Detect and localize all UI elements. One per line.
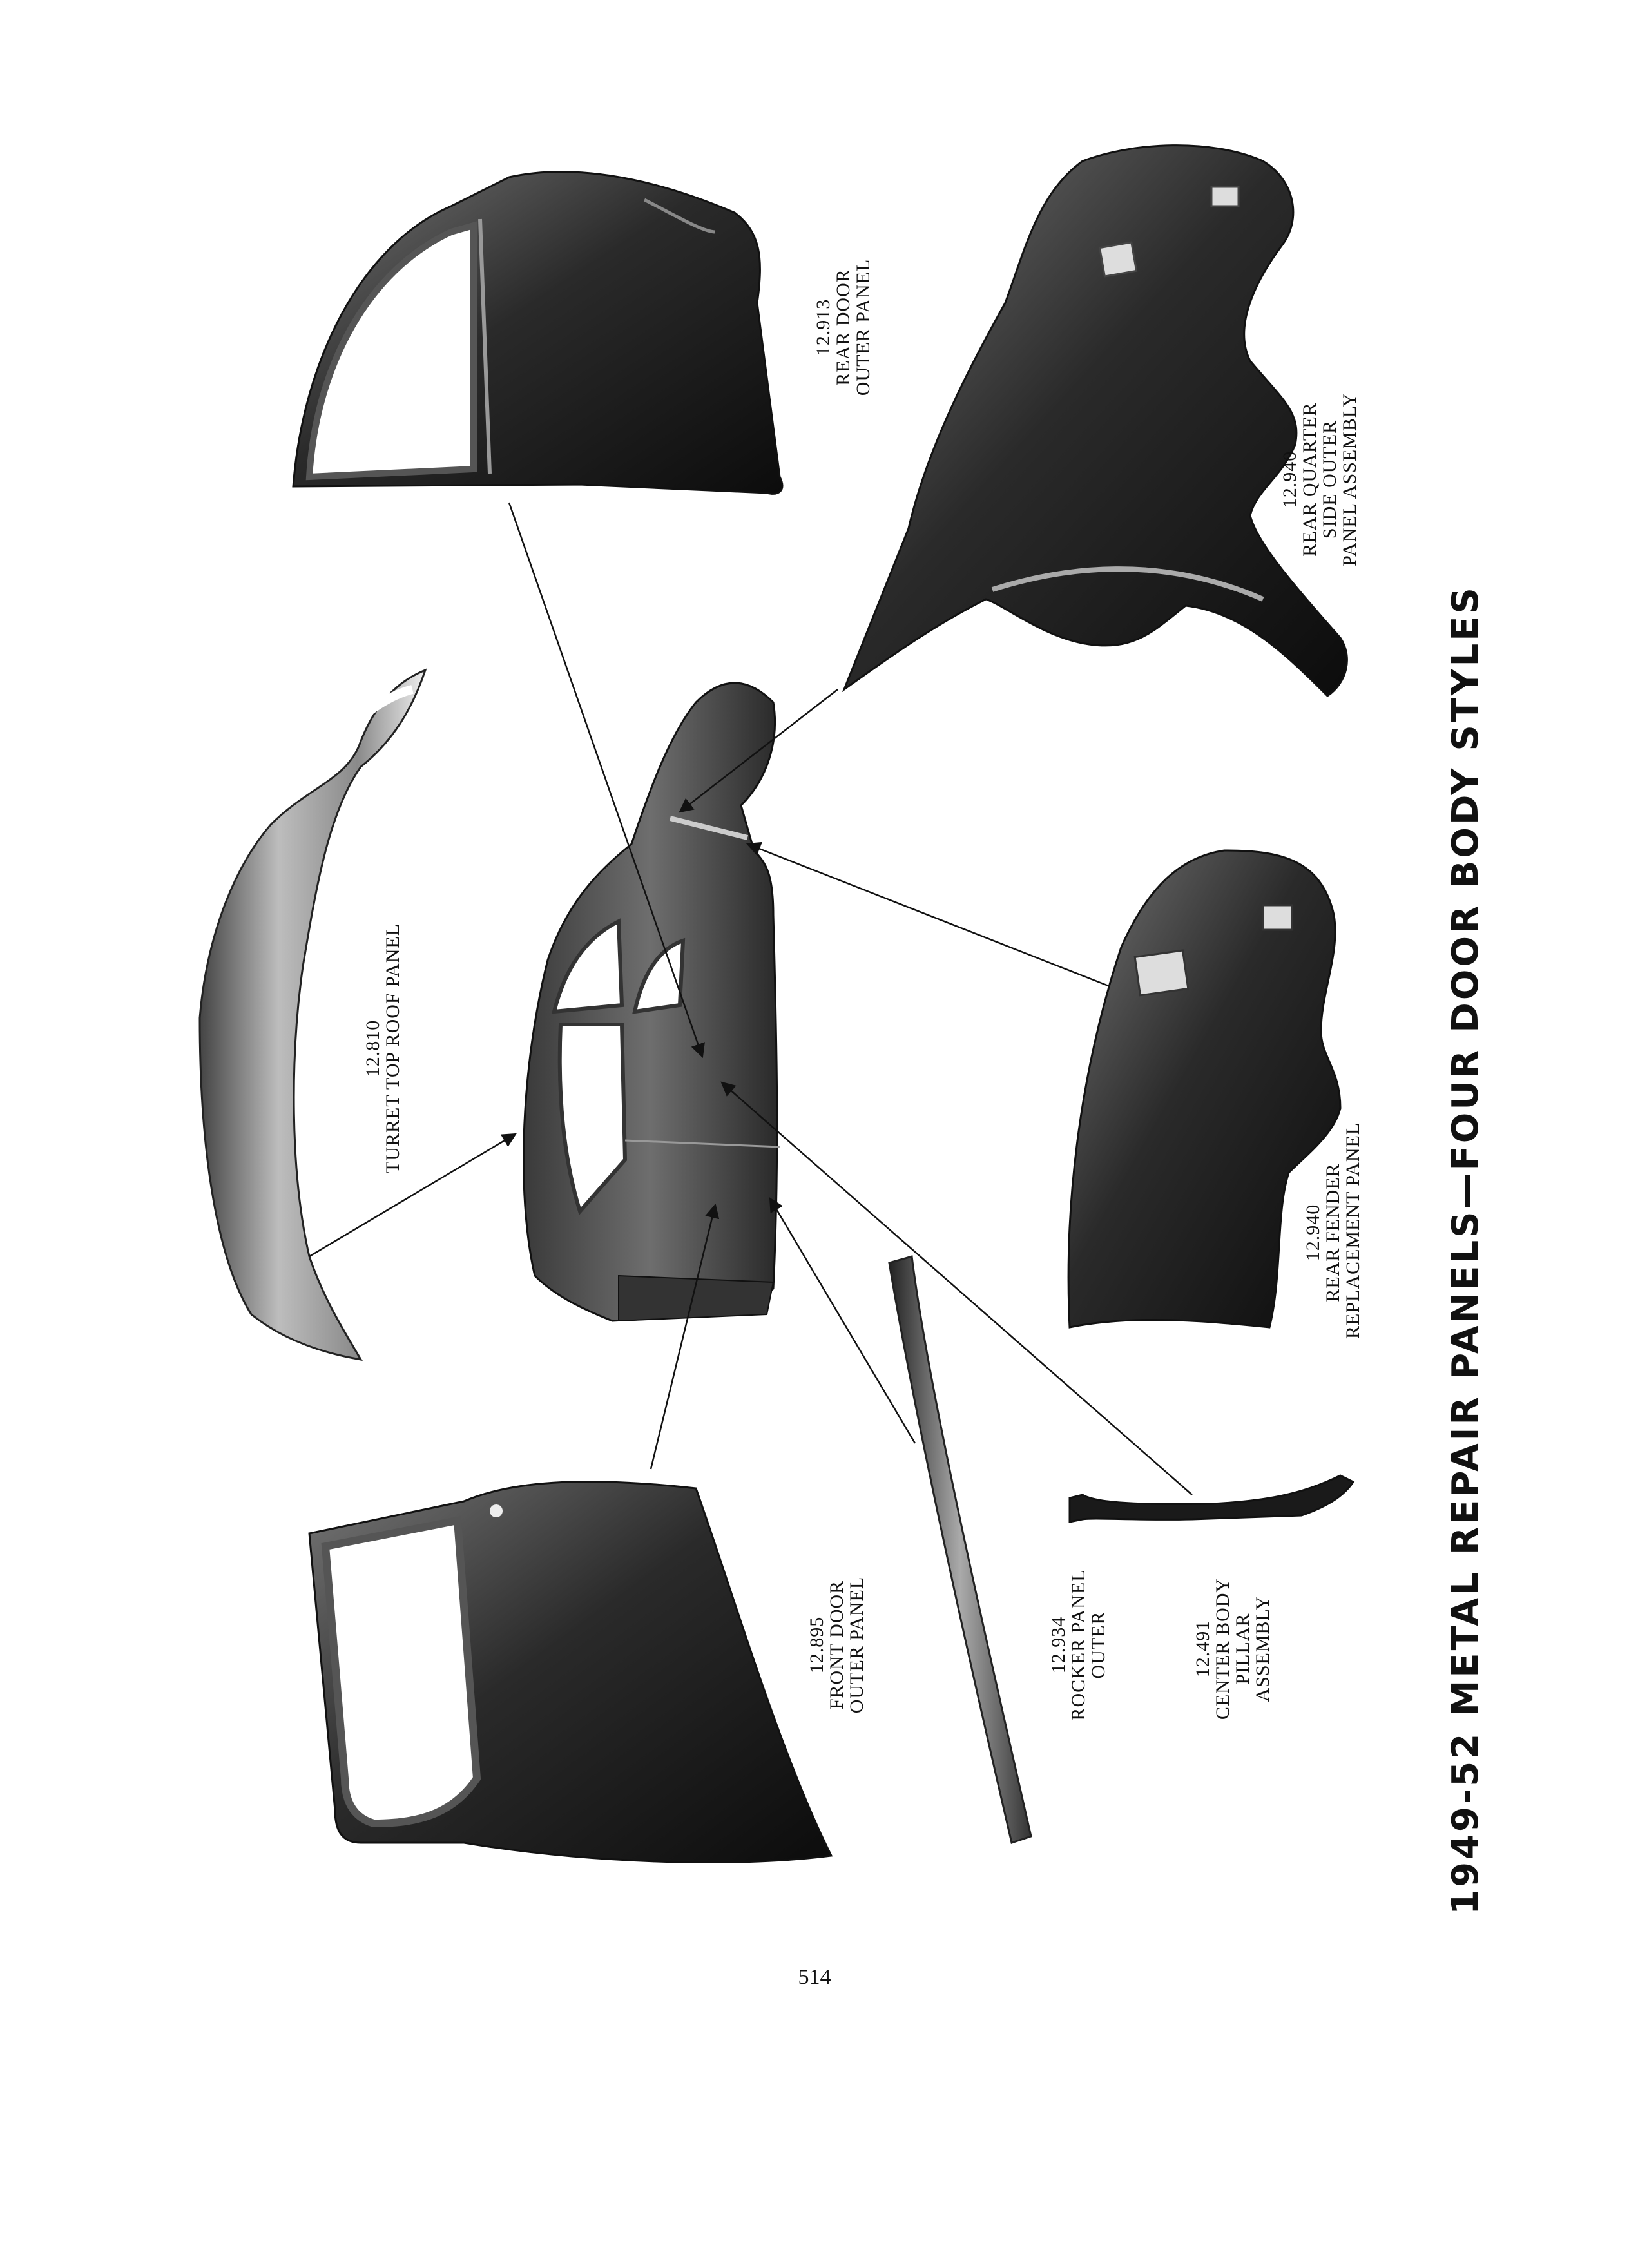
front-door-outer-panel-image — [309, 1482, 831, 1863]
rear-fender-replacement-panel-image — [1068, 850, 1340, 1327]
rocker-panel-outer-image — [889, 1256, 1031, 1843]
part-label-rear-door-outer-panel: 12.913 REAR DOOR OUTER PANEL — [813, 258, 874, 396]
part-label-center-body-pillar-assembly: 12.491 CENTER BODY PILLAR ASSEMBLY — [1192, 1577, 1273, 1720]
rear-door-outer-panel-image — [293, 172, 782, 494]
part-label-rear-fender-replacement-panel: 12.940 REAR FENDER REPLACEMENT PANEL — [1302, 1122, 1364, 1339]
center-body-pillar-assembly-image — [1070, 1475, 1353, 1522]
part-label-rocker-panel-outer: 12.934 ROCKER PANEL OUTER — [1048, 1569, 1109, 1721]
part-label-front-door-outer-panel: 12.895 FRONT DOOR OUTER PANEL — [806, 1576, 867, 1714]
part-label-rear-quarter-side-outer-panel-assembly: 12.940 REAR QUARTER SIDE OUTER PANEL ASSEMBLY — [1279, 392, 1360, 566]
part-label-turret-top-roof-panel: 12.810 TURRET TOP ROOF PANEL — [362, 923, 403, 1174]
page-title: 1949-52 METAL REPAIR PANELS—FOUR DOOR BODY STYLES — [1445, 585, 1487, 1915]
body-assembly-image — [524, 683, 780, 1321]
rear-quarter-side-outer-panel-image — [844, 146, 1347, 696]
page-number: 514 — [798, 1965, 831, 1989]
